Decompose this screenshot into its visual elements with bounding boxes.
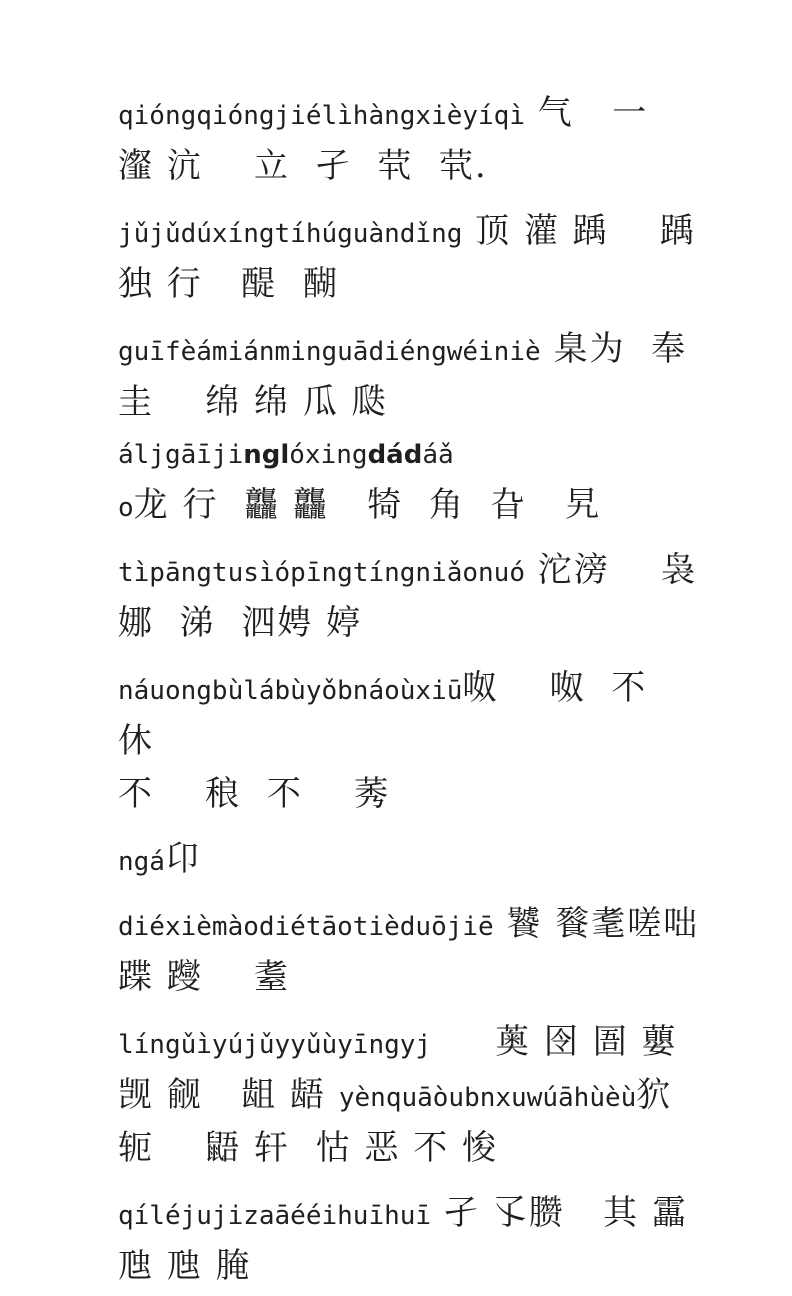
- pinyin-text: ngá: [118, 847, 165, 877]
- text-line: [118, 482, 702, 535]
- hanzi-text: 呶 呶 不 休: [118, 668, 673, 761]
- text-line: [118, 954, 702, 1007]
- text-line: [118, 326, 702, 379]
- pinyin-text: óxing: [289, 440, 368, 470]
- hanzi-text: 蹀 躞 耋: [118, 957, 291, 997]
- text-block: [118, 547, 702, 653]
- text-block: [118, 90, 702, 196]
- hanzi-text: 气 一: [525, 93, 649, 133]
- text-line: [118, 90, 702, 143]
- text-line: [118, 143, 702, 196]
- pinyin-text: náuongbùlábùyǒbnáoùxiū: [118, 676, 463, 706]
- pinyin-text: yènquāòubnxuwúāhùèù: [338, 1083, 637, 1113]
- pinyin-bold-text: ngl: [243, 440, 290, 470]
- hanzi-text: 臬为 奉: [540, 329, 688, 369]
- text-line: [118, 1125, 702, 1178]
- hanzi-text: 龙 行 龘 龘 犄 角 旮 旯: [133, 485, 601, 525]
- text-block: [118, 326, 702, 535]
- hanzi-text: 饕 餮耄嗟咄: [493, 904, 700, 944]
- text-line: [118, 600, 702, 653]
- pinyin-text: o: [118, 493, 134, 523]
- text-block: [118, 1019, 702, 1178]
- pinyin-text: qióngqióngjiélìhàngxièyíqì: [118, 101, 525, 131]
- hanzi-text: 孑 孓臜 其 靁: [431, 1193, 688, 1233]
- pinyin-text: áljgāīji: [118, 440, 244, 470]
- text-line: [118, 771, 702, 824]
- text-line: [118, 665, 702, 771]
- pinyin-text: áǎ: [422, 440, 454, 470]
- text-line: [118, 547, 702, 600]
- hanzi-text: 独 行 醍 醐: [118, 264, 339, 304]
- text-line: [118, 1019, 702, 1072]
- hanzi-text: 顶 灌 踽 踽: [462, 211, 697, 251]
- pinyin-text: jǔjǔdúxíngtíhúguàndǐng: [118, 219, 463, 249]
- document-text-area: [118, 90, 702, 1296]
- hanzi-text: 轭 鼯 轩 怙 恶 不 悛: [118, 1128, 499, 1168]
- hanzi-text: 觊 觎 龃 龉: [118, 1075, 339, 1115]
- text-line: [118, 836, 702, 889]
- text-line: [118, 1072, 702, 1125]
- text-line: [118, 1243, 702, 1296]
- pinyin-text: diéxièmàodiétāotièduōjiē: [118, 912, 494, 942]
- pinyin-text: língǔìyújǔyyǔùyīngyj: [118, 1030, 432, 1060]
- text-block: [118, 665, 702, 824]
- pinyin-text: qíléjujizaāééihuīhuī: [118, 1201, 432, 1231]
- text-block: [118, 901, 702, 1007]
- pinyin-text: guīfèámiánminguādiéngwéiniè: [118, 337, 541, 367]
- hanzi-text: 薁 囹 圄 蘡: [431, 1022, 678, 1062]
- text-line: [118, 1190, 702, 1243]
- text-line: [118, 901, 702, 954]
- pinyin-text: tìpāngtusìópīngtíngniǎonuó: [118, 558, 525, 588]
- pinyin-bold-text: dád: [367, 440, 423, 470]
- text-line: [118, 379, 702, 482]
- text-block: [118, 836, 702, 889]
- hanzi-text: 娜 涕 泗娉 婷: [118, 603, 363, 643]
- hanzi-text: 虺 虺 腌: [118, 1246, 252, 1286]
- text-line: [118, 261, 702, 314]
- text-block: [118, 1190, 702, 1296]
- hanzi-text: 卬: [164, 839, 201, 879]
- text-block: [118, 208, 702, 314]
- text-line: [118, 208, 702, 261]
- hanzi-text: 圭 绵 绵 瓜 瓞: [118, 382, 388, 422]
- hanzi-text: 狖: [636, 1075, 673, 1115]
- hanzi-text: 不 稂 不 莠: [118, 774, 391, 814]
- hanzi-text: 沱滂 袅: [525, 550, 698, 590]
- hanzi-text: 瀣 沆 立 孑 茕 茕.: [118, 146, 488, 186]
